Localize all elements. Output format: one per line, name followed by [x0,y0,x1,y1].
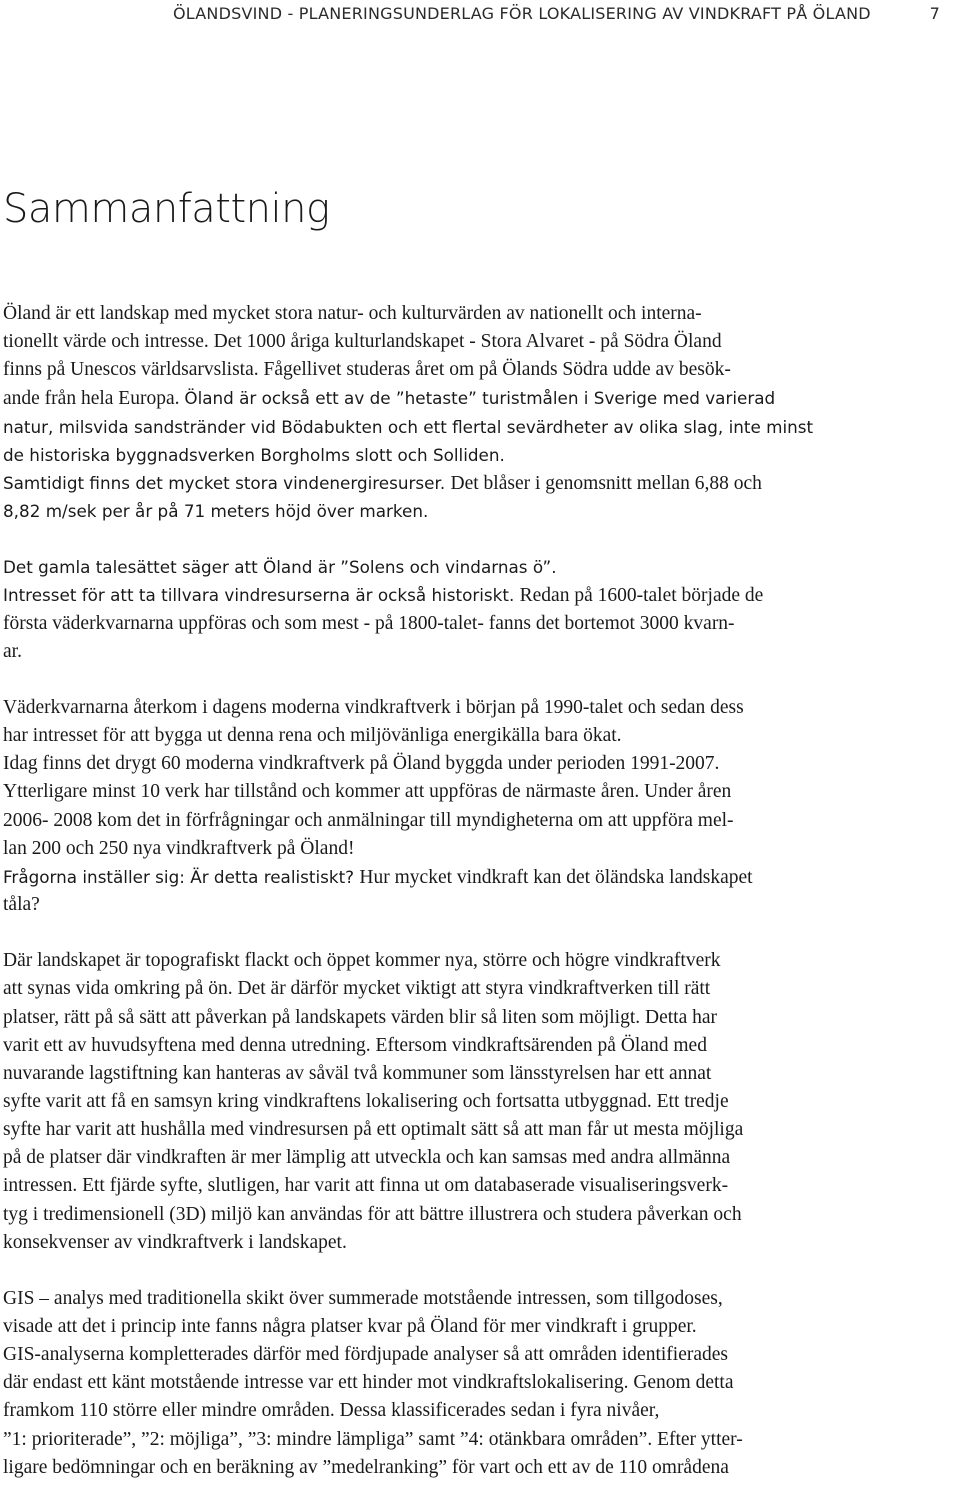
text-line [3,1172,903,1200]
text-run: ande från hela Europa. [3,388,185,410]
text-line [3,356,903,384]
text-line [3,300,903,328]
text-run: konsekvenser av vindkraftverk i landskapet. [3,1231,347,1253]
text-run: ligare bedömningar och en beräkning av ”medelranking” för vart och ett av de 110 områdena [3,1456,729,1478]
text-run: syfte har varit att hushålla med vindresursen på ett optimalt sätt så att man får ut mesta möjliga [3,1119,744,1141]
text-line [3,1426,903,1454]
text-run: Öland är ett landskap med mycket stora natur- och kulturvärden av nationellt och interna- [3,303,702,324]
page-header [173,4,940,28]
paragraph-gap [3,525,903,553]
text-run: syfte varit att få en samsyn kring vindkraftens lokalisering och fortsatta utbyggnad. Ett tredje [3,1090,729,1112]
body-text [3,300,903,1482]
text-line [3,1004,903,1032]
text-line [3,694,903,722]
paragraph-gap [3,666,903,694]
text-run: Det blåser i genomsnitt mellan 6,88 och [450,472,762,494]
text-run: natur, milsvida sandstränder vid Bödabukten och ett flertal sevärdheter av olika slag, inte minst [3,416,814,437]
text-line [3,750,903,778]
text-line [3,638,903,666]
text-run: ”1: prioriterade”, ”2: möjliga”, ”3: mindre lämpliga” samt ”4: otänkbara områden”. Efter ytter- [3,1428,743,1450]
text-line [3,722,903,750]
text-line [3,807,903,835]
text-line [3,1397,903,1425]
text-run: platser, rätt på så sätt att påverkan på landskapets värden blir så liten som möjligt. Detta har [3,1006,717,1028]
text-line [3,581,903,609]
paragraph-gap [3,919,903,947]
text-run: GIS-analyserna kompletterades därför med fördjupade analyser så att områden identifierades [3,1344,728,1366]
text-line [3,863,903,891]
text-run: Väderkvarnarna återkom i dagens moderna vindkraftverk i början på 1990-talet och sedan dess [3,696,744,718]
text-line [3,1285,903,1313]
text-line [3,413,903,441]
text-line [3,1060,903,1088]
text-run: varit ett av huvudsyftena med denna utredning. Eftersom vindkraftsärenden på Öland med [3,1034,707,1056]
text-line [3,497,903,525]
text-line [3,384,903,412]
text-run: där endast ett känt motstående intresse var ett hinder mot vindkraftslokalisering. Genom detta [3,1372,734,1394]
text-line [3,1369,903,1397]
text-line [3,975,903,1003]
text-run: tyg i tredimensionell (3D) miljö kan användas för att bättre illustrera och studera påverkan och [3,1203,742,1225]
text-run: Det gamla talesättet säger att Öland är ”Solens och vindarnas ö”. [3,557,557,578]
text-run: Där landskapet är topografiskt flackt och öppet kommer nya, större och högre vindkraftverk [3,950,721,972]
text-run: första väderkvarnarna uppföras och som mest - på 1800-talet- fanns det bortemot 3000 kvarn- [3,612,735,634]
text-run: Frågorna inställer sig: Är detta realistiskt? [3,866,360,887]
text-line [3,553,903,581]
text-line [3,610,903,638]
text-run: Hur mycket vindkraft kan det öländska landskapet [359,866,753,888]
text-run: Intresset för att ta tillvara vindresurserna är också historiskt. [3,585,520,606]
text-line [3,328,903,356]
text-run: 8,82 m/sek per år på 71 meters höjd över marken. [3,500,429,521]
text-line [3,1454,903,1482]
text-run: tåla? [3,893,40,915]
text-run: på de platser där vindkraften är mer lämplig att utveckla och kan samsas med andra allmänna [3,1147,731,1169]
text-line [3,835,903,863]
text-line [3,947,903,975]
text-line [3,1341,903,1369]
text-run: Idag finns det drygt 60 moderna vindkraftverk på Öland byggda under perioden 1991-2007. [3,753,720,775]
text-line [3,469,903,497]
text-run: intressen. Ett fjärde syfte, slutligen, har varit att finna ut om databaserade visualiseringsverk- [3,1175,729,1197]
text-run: 2006- 2008 kom det in förfrågningar och anmälningar till myndigheterna om att uppföra mel- [3,809,734,831]
text-line [3,1032,903,1060]
text-line [3,1229,903,1257]
text-run: Redan på 1600-talet började de [519,585,764,607]
text-run: Öland är också ett av de ”hetaste” turistmålen i Sverige med varierad [184,388,776,409]
text-run: ar. [3,640,22,662]
text-run: de historiska byggnadsverken Borgholms slott och Solliden. [3,444,505,465]
text-line [3,1116,903,1144]
text-run: tionellt värde och intresse. Det 1000 åriga kulturlandskapet - Stora Alvaret - på Södra Öland [3,331,722,353]
text-run: Ytterligare minst 10 verk har tillstånd och kommer att uppföras de närmaste åren. Under åren [3,781,732,803]
text-line [3,778,903,806]
text-run: framkom 110 större eller mindre områden. Dessa klassificerades sedan i fyra nivåer, [3,1400,660,1422]
paragraph-gap [3,1257,903,1285]
text-line [3,1201,903,1229]
text-line [3,441,903,469]
text-line [3,1313,903,1341]
page-number: 7 [929,4,940,23]
text-run: har intresset för att bygga ut denna rena och miljövänliga energikälla bara ökat. [3,725,622,747]
text-run: att synas vida omkring på ön. Det är därför mycket viktigt att styra vindkraftverken till rätt [3,978,711,1000]
text-run: Samtidigt finns det mycket stora vindenergiresurser. [3,472,451,493]
text-line [3,891,903,919]
text-run: GIS – analys med traditionella skikt över summerade motstående intressen, som tillgodoses, [3,1287,723,1309]
text-run: lan 200 och 250 nya vindkraftverk på Öland! [3,837,355,859]
text-run: visade att det i princip inte fanns några platser kvar på Öland för mer vindkraft i grupper. [3,1316,697,1338]
text-run: nuvarande lagstiftning kan hanteras av såväl två kommuner som länsstyrelsen har ett annat [3,1062,712,1084]
running-header-title: ÖLANDSVIND - PLANERINGSUNDERLAG FÖR LOKALISERING AV VINDKRAFT PÅ ÖLAND [173,4,871,23]
text-line [3,1088,903,1116]
section-heading: Sammanfattning [3,186,330,232]
text-run: finns på Unescos världsarvslista. Fågellivet studeras året om på Ölands Södra udde av besök- [3,359,731,381]
text-line [3,1144,903,1172]
